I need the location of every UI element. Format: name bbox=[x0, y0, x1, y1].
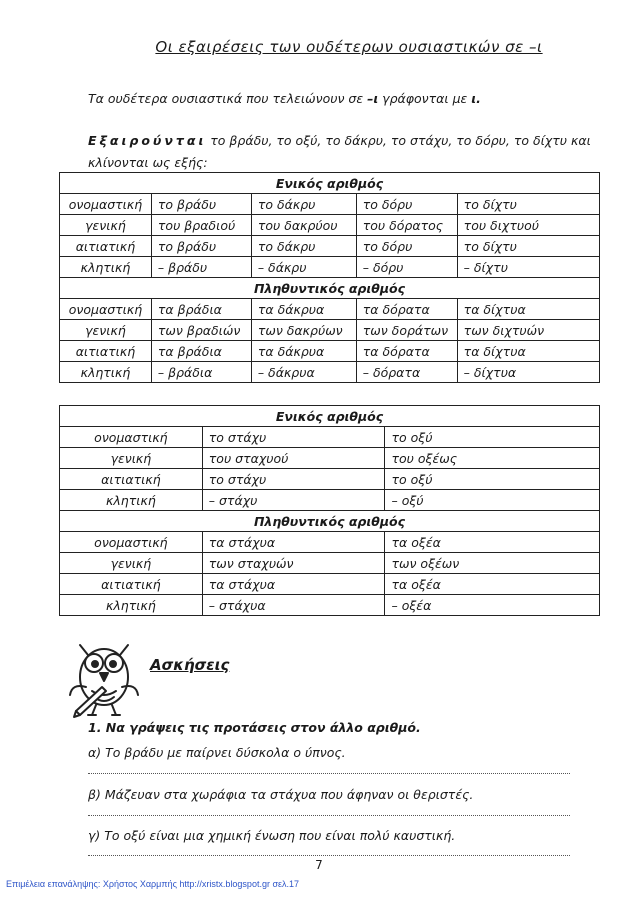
form-cell: το στάχυ bbox=[202, 469, 385, 490]
table-row bbox=[60, 236, 600, 257]
declension-table-1 bbox=[59, 172, 600, 383]
form-cell: τα δάκρυα bbox=[251, 341, 356, 362]
form-cell: το δάκρυ bbox=[251, 194, 356, 215]
case-name-cell: γενική bbox=[60, 215, 152, 236]
number-header: Ενικός αριθμός bbox=[60, 406, 600, 427]
case-name-cell: γενική bbox=[60, 553, 203, 574]
form-cell: – δίχτυ bbox=[457, 257, 599, 278]
number-header: Ενικός αριθμός bbox=[60, 173, 600, 194]
case-name-cell: γενική bbox=[60, 320, 152, 341]
form-cell: – δάκρυα bbox=[251, 362, 356, 383]
form-cell: το οξύ bbox=[385, 427, 600, 448]
form-cell: – βράδια bbox=[151, 362, 251, 383]
form-cell: του βραδιού bbox=[151, 215, 251, 236]
footer-credit: Επιμέλεια επανάληψης: Χρήστος Χαρμπής http://xristx.blogspot.gr σελ.17 bbox=[6, 879, 300, 889]
case-name-cell: κλητική bbox=[60, 362, 152, 383]
form-cell: το βράδυ bbox=[151, 236, 251, 257]
page-number: 7 bbox=[315, 858, 323, 872]
table-row bbox=[60, 299, 600, 320]
exceptions-list: το βράδυ, το οξύ, το δάκρυ, το στάχυ, το δόρυ, το δίχτυ και κλίνονται ως εξής: bbox=[88, 133, 591, 170]
case-name-cell: κλητική bbox=[60, 595, 203, 616]
number-header: Πληθυντικός αριθμός bbox=[60, 278, 600, 299]
number-header: Πληθυντικός αριθμός bbox=[60, 511, 600, 532]
form-cell: τα δόρατα bbox=[356, 299, 457, 320]
intro-text-2: γράφονται με bbox=[378, 91, 472, 106]
case-name-cell: ονομαστική bbox=[60, 427, 203, 448]
table-row bbox=[60, 427, 600, 448]
case-name-cell: αιτιατική bbox=[60, 469, 203, 490]
form-cell: – δίχτυα bbox=[457, 362, 599, 383]
form-cell: του σταχυού bbox=[202, 448, 385, 469]
case-name-cell: ονομαστική bbox=[60, 299, 152, 320]
case-name-cell: κλητική bbox=[60, 257, 152, 278]
table-row bbox=[60, 532, 600, 553]
form-cell: του διχτυού bbox=[457, 215, 599, 236]
page-title: Οι εξαιρέσεις των ουδέτερων ουσιαστικών σε –ι bbox=[155, 38, 543, 56]
table-row bbox=[60, 490, 600, 511]
table-row bbox=[60, 469, 600, 490]
form-cell: – δόρυ bbox=[356, 257, 457, 278]
form-cell: τα δίχτυα bbox=[457, 299, 599, 320]
case-name-cell: αιτιατική bbox=[60, 341, 152, 362]
form-cell: – οξύ bbox=[385, 490, 600, 511]
form-cell: – δάκρυ bbox=[251, 257, 356, 278]
form-cell: του οξέως bbox=[385, 448, 600, 469]
exceptions-label: Εξαιρούνται bbox=[88, 133, 207, 148]
exceptions-paragraph bbox=[88, 130, 608, 174]
intro-letter: ι. bbox=[471, 91, 481, 106]
form-cell: των δακρύων bbox=[251, 320, 356, 341]
case-name-cell: κλητική bbox=[60, 490, 203, 511]
exercises-heading: Ασκήσεις bbox=[150, 656, 230, 674]
form-cell: – στάχυα bbox=[202, 595, 385, 616]
form-cell: των σταχυών bbox=[202, 553, 385, 574]
form-cell: του δακρύου bbox=[251, 215, 356, 236]
table-row bbox=[60, 320, 600, 341]
case-name-cell: αιτιατική bbox=[60, 574, 203, 595]
form-cell: του δόρατος bbox=[356, 215, 457, 236]
form-cell: – στάχυ bbox=[202, 490, 385, 511]
form-cell: – οξέα bbox=[385, 595, 600, 616]
exercise-sentence-b: β) Μάζευαν στα χωράφια τα στάχυα που άφηναν οι θεριστές. bbox=[88, 787, 474, 802]
owl-with-pencil-icon bbox=[62, 625, 146, 721]
form-cell: το βράδυ bbox=[151, 194, 251, 215]
case-name-cell: αιτιατική bbox=[60, 236, 152, 257]
intro-paragraph bbox=[88, 88, 608, 110]
table-row bbox=[60, 362, 600, 383]
form-cell: των οξέων bbox=[385, 553, 600, 574]
form-cell: – δόρατα bbox=[356, 362, 457, 383]
table-row bbox=[60, 215, 600, 236]
table-section-header bbox=[60, 511, 600, 532]
case-name-cell: ονομαστική bbox=[60, 194, 152, 215]
form-cell: το δόρυ bbox=[356, 194, 457, 215]
form-cell: τα βράδια bbox=[151, 299, 251, 320]
table-section-header bbox=[60, 278, 600, 299]
exercise-1-title: 1. Να γράψεις τις προτάσεις στον άλλο αριθμό. bbox=[88, 720, 421, 735]
intro-text: Τα ουδέτερα ουσιαστικά που τελειώνουν σε bbox=[88, 91, 368, 106]
form-cell: τα οξέα bbox=[385, 532, 600, 553]
form-cell: το δίχτυ bbox=[457, 236, 599, 257]
answer-line-b[interactable] bbox=[88, 814, 570, 816]
table-row bbox=[60, 448, 600, 469]
form-cell: τα βράδια bbox=[151, 341, 251, 362]
table-section-header bbox=[60, 406, 600, 427]
table-section-header bbox=[60, 173, 600, 194]
form-cell: τα οξέα bbox=[385, 574, 600, 595]
case-name-cell: ονομαστική bbox=[60, 532, 203, 553]
table-row bbox=[60, 553, 600, 574]
table-row bbox=[60, 257, 600, 278]
table-row bbox=[60, 574, 600, 595]
exercise-sentence-c: γ) Το οξύ είναι μια χημική ένωση που είναι πολύ καυστική. bbox=[88, 828, 456, 843]
form-cell: το δίχτυ bbox=[457, 194, 599, 215]
form-cell: των βραδιών bbox=[151, 320, 251, 341]
intro-suffix: –ι bbox=[367, 91, 379, 106]
form-cell: των διχτυών bbox=[457, 320, 599, 341]
table-row bbox=[60, 194, 600, 215]
form-cell: τα δόρατα bbox=[356, 341, 457, 362]
table-row bbox=[60, 341, 600, 362]
form-cell: τα δίχτυα bbox=[457, 341, 599, 362]
declension-table-2 bbox=[59, 405, 600, 616]
form-cell: – βράδυ bbox=[151, 257, 251, 278]
form-cell: τα δάκρυα bbox=[251, 299, 356, 320]
answer-line-c[interactable] bbox=[88, 854, 570, 856]
case-name-cell: γενική bbox=[60, 448, 203, 469]
form-cell: το δάκρυ bbox=[251, 236, 356, 257]
form-cell: των δοράτων bbox=[356, 320, 457, 341]
form-cell: τα στάχυα bbox=[202, 532, 385, 553]
form-cell: το στάχυ bbox=[202, 427, 385, 448]
form-cell: τα στάχυα bbox=[202, 574, 385, 595]
form-cell: το οξύ bbox=[385, 469, 600, 490]
exercise-sentence-a: α) Το βράδυ με παίρνει δύσκολα ο ύπνος. bbox=[88, 745, 346, 760]
form-cell: το δόρυ bbox=[356, 236, 457, 257]
answer-line-a[interactable] bbox=[88, 772, 570, 774]
table-row bbox=[60, 595, 600, 616]
